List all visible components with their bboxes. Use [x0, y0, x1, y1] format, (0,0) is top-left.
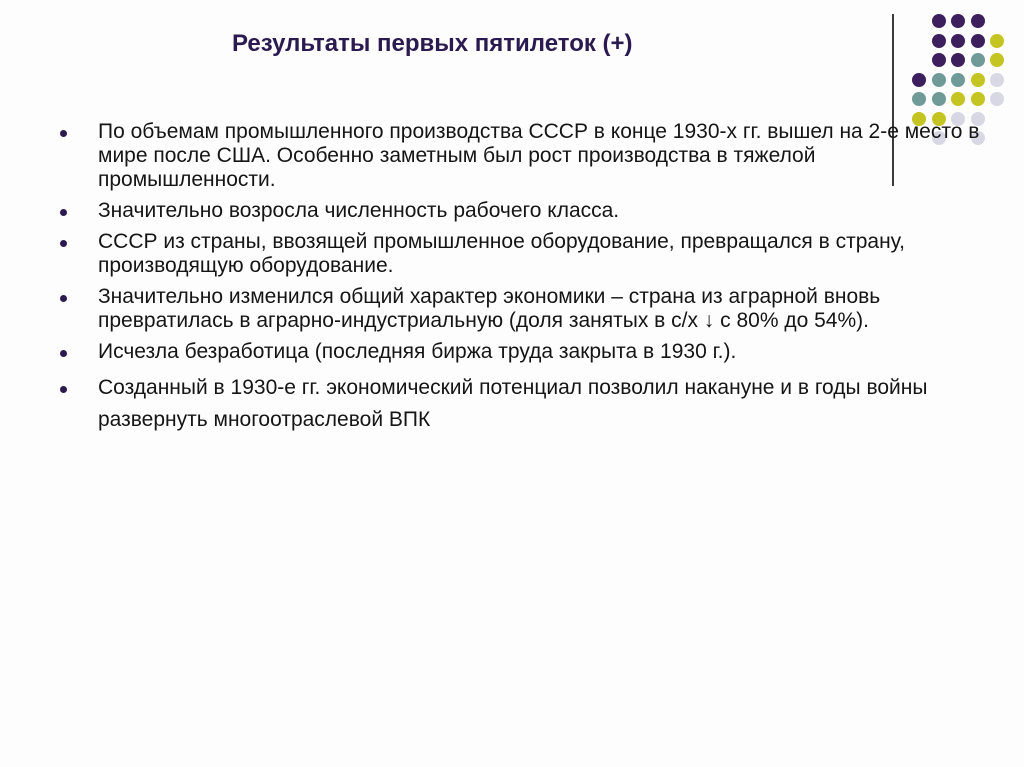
bullet-list [60, 120, 980, 443]
bullet-text: Исчезла безработица (последняя биржа труда закрыта в 1930 г.). [98, 340, 737, 363]
decorative-dot [971, 14, 985, 28]
decorative-dot [932, 53, 946, 67]
bullet-marker-icon [60, 209, 67, 216]
decorative-dot [951, 14, 965, 28]
decorative-dot [932, 14, 946, 28]
decorative-dot [951, 34, 965, 48]
bullet-text: Значительно изменился общий характер экономики – страна из аграрной вновь превратилась в аграрно-индустриальную (доля занятых в с/х ↓ с 80% до 54%). [98, 285, 881, 332]
decorative-dot [912, 92, 926, 106]
decorative-dot [951, 53, 965, 67]
bullet-text: По объемам промышленного производства СССР в конце 1930-х гг. вышел на 2-е место в мире после США. Особенно заметным был рост производства в тяжелой промышленности. [98, 120, 980, 191]
bullet-marker-icon [60, 130, 67, 137]
bullet-item [60, 285, 980, 333]
bullet-item [60, 199, 980, 223]
decorative-dot [932, 73, 946, 87]
decorative-dot [912, 73, 926, 87]
decorative-dot [990, 92, 1004, 106]
decorative-dot [990, 73, 1004, 87]
bullet-text: СССР из страны, ввозящей промышленное оборудование, превращался в страну, производящую оборудование. [98, 230, 905, 277]
decorative-dot [971, 53, 985, 67]
decorative-dot [932, 34, 946, 48]
bullet-marker-icon [60, 386, 67, 393]
bullet-marker-icon [60, 295, 67, 302]
decorative-dot [971, 73, 985, 87]
bullet-item [60, 372, 980, 436]
decorative-dot [951, 92, 965, 106]
decorative-dot [990, 34, 1004, 48]
bullet-marker-icon [60, 240, 67, 247]
decorative-dot [971, 34, 985, 48]
decorative-dot [932, 92, 946, 106]
bullet-text: Значительно возросла численность рабочего класса. [98, 199, 620, 222]
bullet-item [60, 230, 980, 278]
slide-title: Результаты первых пятилеток (+) [232, 30, 633, 57]
bullet-marker-icon [60, 350, 67, 357]
decorative-dot [971, 92, 985, 106]
bullet-item [60, 340, 980, 364]
decorative-dot [990, 53, 1004, 67]
bullet-text: Созданный в 1930-е гг. экономический потенциал позволил накануне и в годы войны развернуть многоотраслевой ВПК [98, 376, 928, 431]
bullet-item [60, 120, 980, 192]
decorative-dot [951, 73, 965, 87]
